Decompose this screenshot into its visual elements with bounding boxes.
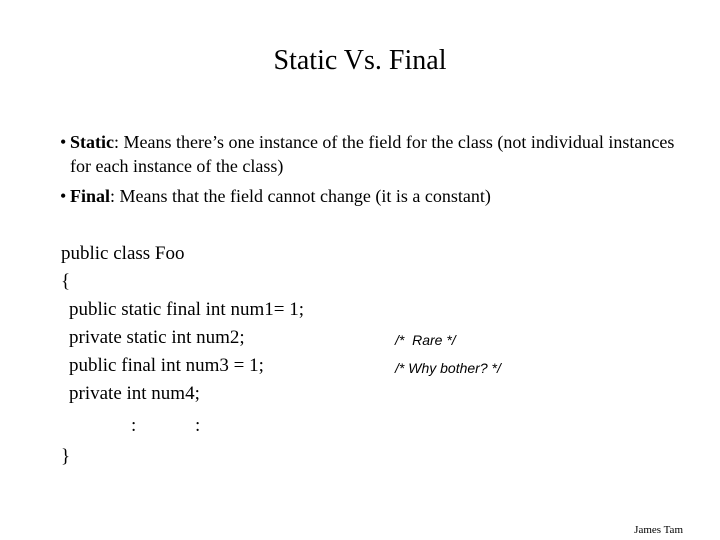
code-line-ellipsis-1: : [131, 415, 137, 436]
bullet-text-final: : Means that the field cannot change (it is a constant) [110, 186, 491, 206]
code-comment-rare: /* Rare */ [395, 332, 456, 348]
code-line-num3: public final int num3 = 1; [69, 355, 264, 376]
code-line-class-decl: public class Foo [61, 243, 185, 264]
code-line-ellipsis-2: : [195, 415, 201, 436]
footer-author: James Tam [634, 524, 683, 536]
code-line-num4: private int num4; [69, 383, 200, 404]
bullet-term-final: Final [70, 186, 111, 206]
code-line-close-brace: } [61, 446, 71, 467]
bullet-term-static: Static [70, 132, 114, 152]
bullet-marker: • [60, 132, 67, 152]
bullet-static [60, 130, 680, 178]
bullet-marker: • [60, 186, 67, 206]
code-line-open-brace: { [61, 271, 71, 292]
bullet-final [60, 184, 680, 208]
code-line-num1: public static final int num1= 1; [69, 299, 304, 320]
bullet-text-static: : Means there’s one instance of the field for the class (not individual instances for each instance of the class) [70, 132, 675, 176]
code-line-num2: private static int num2; [69, 327, 245, 348]
bullet-list [60, 130, 680, 214]
code-comment-why-bother: /* Why bother? */ [395, 360, 501, 376]
slide-title: Static Vs. Final [273, 45, 447, 76]
